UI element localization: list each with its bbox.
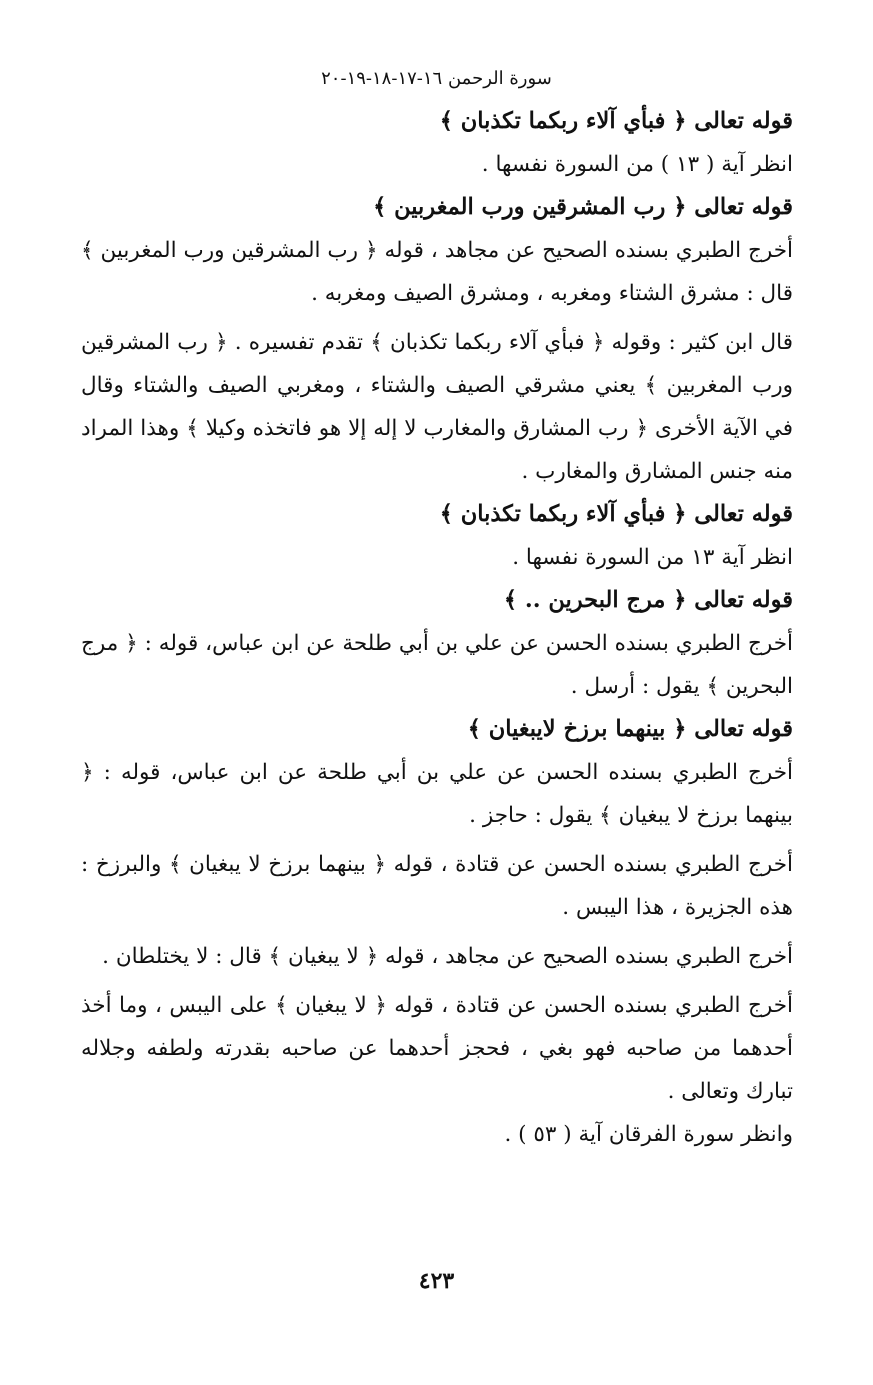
page-number: ٤٢٣ [418, 1268, 455, 1294]
commentary-paragraph: أخرج الطبري بسنده الحسن عن علي بن أبي طلحة عن ابن عباس، قوله : ﴿ مرج البحرين ﴾ يقول : أرسل . [81, 631, 793, 699]
commentary-paragraph: أخرج الطبري بسنده الصحيح عن مجاهد ، قوله ﴿ رب المشرقين ورب المغربين ﴾ قال : مشرق الشتاء ومغربه ، ومشرق الصيف ومغربه . [81, 238, 793, 306]
cross-reference-note: انظر آية ( ١٣ ) من السورة نفسها . [481, 152, 793, 177]
verse-heading: قوله تعالى ﴿ فبأي آلاء ربكما تكذبان ﴾ [439, 108, 793, 134]
verse-heading: قوله تعالى ﴿ رب المشرقين ورب المغربين ﴾ [373, 194, 793, 220]
commentary-paragraph: أخرج الطبري بسنده الحسن عن قتادة ، قوله ﴿ بينهما برزخ لا يبغيان ﴾ والبرزخ : هذه الجزيرة ، هذا اليبس . [81, 852, 793, 920]
commentary-paragraph: أخرج الطبري بسنده الحسن عن علي بن أبي طلحة عن ابن عباس، قوله : ﴿ بينهما برزخ لا يبغيان ﴾ يقول : حاجز . [81, 760, 793, 828]
verse-heading: قوله تعالى ﴿ مرج البحرين .. ﴾ [503, 587, 793, 613]
commentary-paragraph: أخرج الطبري بسنده الصحيح عن مجاهد ، قوله ﴿ لا يبغيان ﴾ قال : لا يختلطان . [102, 944, 793, 969]
commentary-paragraph: قال ابن كثير : وقوله ﴿ فبأي آلاء ربكما تكذبان ﴾ تقدم تفسيره . ﴿ رب المشرقين ورب المغربين ﴾ يعني مشرقي الصيف والشتاء ، ومغربي الصيف والشتاء وقال في الآية الأخرى ﴿ رب المشارق والمغارب لا إله إلا هو فاتخذه وكيلا ﴾ وهذا المراد منه جنس المشارق والمغارب . [81, 330, 793, 484]
cross-reference-note: انظر آية ١٣ من السورة نفسها . [512, 545, 793, 570]
commentary-paragraph: أخرج الطبري بسنده الحسن عن قتادة ، قوله ﴿ لا يبغيان ﴾ على اليبس ، وما أخذ أحدهما من صاحبه فهو بغي ، فحجز أحدهما عن صاحبه بقدرته ولطفه وجلاله تبارك وتعالى . [81, 993, 793, 1104]
verse-heading: قوله تعالى ﴿ بينهما برزخ لايبغيان ﴾ [467, 716, 793, 742]
running-header: سورة الرحمن ١٦-١٧-١٨-١٩-٢٠ [321, 68, 552, 89]
verse-heading: قوله تعالى ﴿ فبأي آلاء ربكما تكذبان ﴾ [439, 501, 793, 527]
cross-reference-note: وانظر سورة الفرقان آية ( ٥٣ ) . [504, 1122, 793, 1147]
page-body [81, 100, 793, 1156]
